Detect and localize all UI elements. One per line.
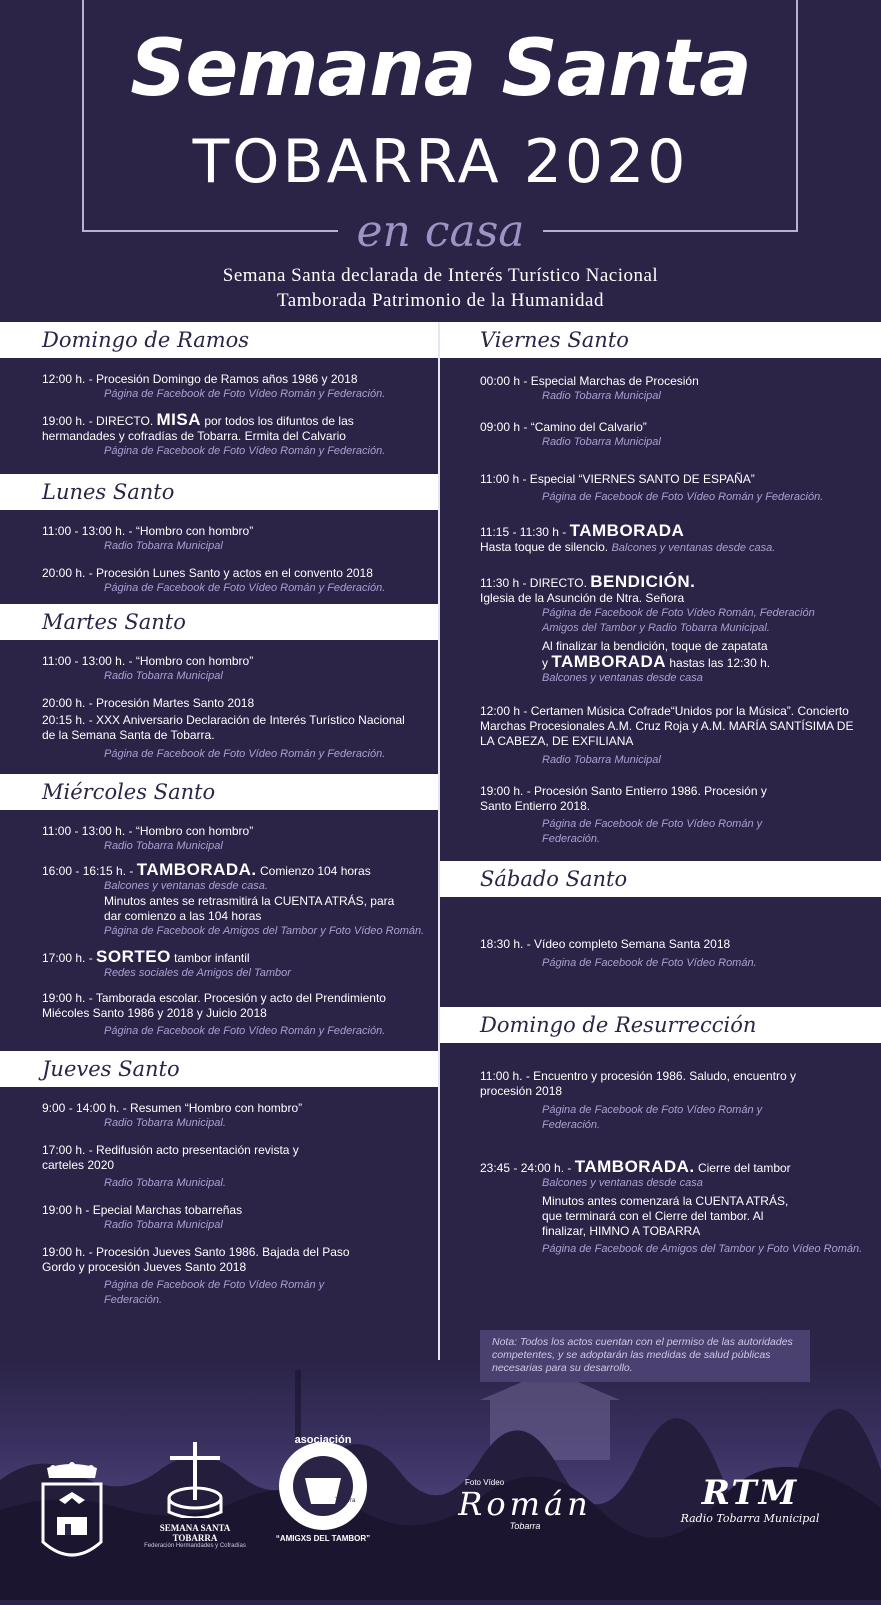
event-text: 12:00 h - Certamen Música Cofrade“Unidos por la Música”. Concierto Marchas Procesionales A.M. Cruz Roja y A.M. MARÍA SANTÍSIMA DE LA CABEZA, DE EXFILIANA <box>480 704 854 748</box>
event-source: Redes sociales de Amigos del Tambor <box>104 967 291 979</box>
event-item <box>0 713 412 762</box>
event-item <box>0 1245 372 1308</box>
title-line2: TOBARRA 2020 <box>192 127 689 197</box>
event-text: 19:00 h - Epecial Marchas tobarreñas <box>42 1203 243 1217</box>
day-heading-miercoles: Miércoles Santo <box>0 774 438 810</box>
event-source: Página de Facebook de Foto Vídeo Román, Federación Amigos del Tambor y Radio Tobarra Municipal. <box>542 607 815 634</box>
radio-tobarra-municipal-logo <box>665 1474 835 1525</box>
amigos-del-tambor-logo <box>275 1434 371 1543</box>
day-heading-martes: Martes Santo <box>0 604 438 640</box>
event-source: Radio Tobarra Municipal <box>542 436 661 448</box>
event-item <box>0 824 438 854</box>
en-casa-text: en casa <box>338 206 542 257</box>
day-heading-lunes: Lunes Santo <box>0 474 438 510</box>
town-coat-of-arms-logo <box>36 1462 108 1573</box>
event-source: Página de Facebook de Foto Vídeo Román y Federación. <box>104 388 386 400</box>
day-heading-jueves: Jueves Santo <box>0 1051 438 1087</box>
logo-label: Román <box>458 1485 592 1523</box>
event-source: Balcones y ventanas desde casa <box>542 1177 703 1189</box>
event-item <box>0 654 438 684</box>
event-text: 20:00 h. - Procesión Martes Santo 2018 <box>42 696 255 710</box>
event-text: 23:45 - 24:00 h. - TAMBORADA. Cierre del tambor <box>480 1157 791 1176</box>
event-text: 19:00 h. - Procesión Jueves Santo 1986. Bajada del Paso Gordo y procesión Jueves Santo 2018 <box>42 1245 350 1274</box>
highlight-text: MISA <box>156 410 201 429</box>
day-heading-resurreccion: Domingo de Resurrección <box>440 1007 881 1043</box>
event-source: Balcones y ventanas desde casa. <box>104 880 268 892</box>
logo-label: SEMANA SANTA TOBARRA <box>159 1523 231 1543</box>
event-item <box>440 472 881 505</box>
event-item <box>0 1203 438 1233</box>
foto-video-roman-logo <box>425 1478 625 1531</box>
event-text: 16:00 - 16:15 h. - TAMBORADA. Comienzo 104 horas <box>42 860 371 879</box>
highlight-text: TAMBORADA. <box>136 860 257 879</box>
event-text: 9:00 - 14:00 h. - Resumen “Hombro con hombro” <box>42 1101 303 1115</box>
event-item <box>440 704 855 768</box>
highlight-text: TAMBORADA <box>569 521 685 540</box>
event-text: 19:00 h. - DIRECTO. MISA por todos los difuntos de las hermandades y cofradías de Tobarra. Ermita del Calvario <box>42 410 354 443</box>
event-text: 09:00 h - “Camino del Calvario” <box>480 420 647 434</box>
event-item <box>0 412 412 459</box>
event-item <box>0 372 438 402</box>
event-item <box>0 1143 302 1191</box>
event-source: Radio Tobarra Municipal. <box>104 1177 226 1189</box>
event-extra: Al finalizar la bendición, toque de zapatata <box>542 639 768 653</box>
event-text: 18:30 h. - Vídeo completo Semana Santa 2018 <box>480 937 731 951</box>
event-text: Iglesia de la Asunción de Ntra. Señora <box>480 591 685 605</box>
event-source: Radio Tobarra Municipal <box>542 754 661 766</box>
event-text: 11:00 h. - Encuentro y procesión 1986. Saludo, encuentro y procesión 2018 <box>480 1069 796 1098</box>
event-source: Página de Facebook de Foto Vídeo Román y Federación. <box>104 582 386 594</box>
event-text: 11:00 - 13:00 h. - “Hombro con hombro” <box>42 524 254 538</box>
event-item <box>0 862 438 939</box>
event-source: Página de Facebook de Foto Vídeo Román y Federación. <box>104 748 386 760</box>
right-column <box>440 322 881 1257</box>
logo-side-label: Tobarra <box>335 1498 356 1504</box>
event-extra: Minutos antes se retrasmitirá la CUENTA ATRÁS, para dar comienzo a las 104 horas <box>104 894 395 923</box>
drum-cross-icon <box>150 1440 240 1518</box>
event-source: Balcones y ventanas desde casa <box>542 672 703 684</box>
event-item <box>0 566 438 596</box>
drum-circle-icon <box>275 1438 371 1534</box>
day-heading-sabado: Sábado Santo <box>440 861 881 897</box>
event-text: 11:00 - 13:00 h. - “Hombro con hombro” <box>42 824 254 838</box>
event-text: 19:00 h. - Procesión Santo Entierro 1986. Procesión y Santo Entierro 2018. <box>480 784 767 813</box>
event-text: 19:00 h. - Tamborada escolar. Procesión y acto del Prendimiento Miécoles Santo 1986 y 2018 y Juicio 2018 <box>42 991 386 1020</box>
event-source: Página de Facebook de Foto Vídeo Román y Federación. <box>542 818 763 845</box>
event-item <box>0 1101 438 1131</box>
event-text: 20:15 h. - XXX Aniversario Declaración de Interés Turístico Nacional de la Semana Santa de Tobarra. <box>42 713 405 742</box>
logo-sublabel: Tobarra <box>509 1521 541 1531</box>
event-source: Radio Tobarra Municipal <box>104 1219 223 1231</box>
event-text: Hasta toque de silencio. Balcones y ventanas desde casa. <box>480 540 776 554</box>
event-item <box>0 696 438 711</box>
logo-top-label: asociación <box>294 1434 352 1446</box>
event-item <box>0 949 438 981</box>
event-source: Página de Facebook de Foto Vídeo Román y Federación. <box>104 445 386 457</box>
highlight-text: BENDICIÓN. <box>590 572 696 591</box>
event-item <box>0 991 412 1039</box>
event-source: Página de Facebook de Foto Vídeo Román. <box>542 957 757 969</box>
event-text: 11:15 - 11:30 h - TAMBORADA <box>480 521 685 540</box>
event-item <box>440 1069 800 1133</box>
event-item <box>440 374 881 404</box>
event-item <box>440 784 800 847</box>
event-text: 11:00 h - Especial “VIERNES SANTO DE ESPAÑA” <box>480 472 755 486</box>
event-item <box>0 524 438 554</box>
event-source: Radio Tobarra Municipal. <box>104 1117 226 1129</box>
logo-top-label: Foto Vídeo <box>465 1478 505 1487</box>
event-text: 20:00 h. - Procesión Lunes Santo y actos en el convento 2018 <box>42 566 373 580</box>
event-item <box>440 420 881 450</box>
title-line1: Semana Santa <box>130 24 751 114</box>
event-item <box>440 523 881 556</box>
event-source: Radio Tobarra Municipal <box>104 540 223 552</box>
event-source: Página de Facebook de Foto Vídeo Román y Federación. <box>104 1025 386 1037</box>
event-source: Página de Facebook de Amigos del Tambor y Foto Vídeo Román. <box>104 925 425 937</box>
semana-santa-tobarra-logo <box>140 1440 250 1549</box>
event-source: Radio Tobarra Municipal <box>104 840 223 852</box>
day-heading-viernes: Viernes Santo <box>440 322 881 358</box>
highlight-text: TAMBORADA. <box>574 1157 695 1176</box>
event-source: Radio Tobarra Municipal <box>104 670 223 682</box>
title-line3 <box>0 206 881 257</box>
event-text: 17:00 h. - SORTEO tambor infantil <box>42 947 250 966</box>
event-text: 17:00 h. - Redifusión acto presentación revista y carteles 2020 <box>42 1143 299 1172</box>
highlight-text: TAMBORADA <box>551 652 667 671</box>
left-column <box>0 322 438 1308</box>
highlight-text: SORTEO <box>96 947 171 966</box>
event-item <box>440 937 881 971</box>
logo-sublabel: Federación Hermandades y Cofradías <box>144 1543 246 1549</box>
event-text: 11:00 - 13:00 h. - “Hombro con hombro” <box>42 654 254 668</box>
event-item <box>440 1159 881 1257</box>
subtitle-1: Semana Santa declarada de Interés Turístico Nacional <box>222 265 659 286</box>
event-extra: Minutos antes comenzará la CUENTA ATRÁS, que terminará con el Cierre del tambor. Al finalizar, HIMNO A TOBARRA <box>542 1194 789 1238</box>
day-heading-domingo-ramos: Domingo de Ramos <box>0 322 438 358</box>
event-item <box>440 574 881 686</box>
event-source: Balcones y ventanas desde casa. <box>611 542 776 554</box>
event-text: 11:30 h - DIRECTO. BENDICIÓN. <box>480 572 696 591</box>
event-source: Página de Facebook de Amigos del Tambor y Foto Vídeo Román. <box>542 1243 863 1255</box>
logo-bottom-label: “AMIGXS DEL TAMBOR” <box>275 1534 371 1543</box>
logo-sublabel: Radio Tobarra Municipal <box>680 1512 820 1525</box>
event-source: Página de Facebook de Foto Vídeo Román y Federación. <box>542 491 824 503</box>
coat-of-arms-icon <box>39 1462 105 1568</box>
subtitle-2: Tamborada Patrimonio de la Humanidad <box>277 290 604 311</box>
event-source: Página de Facebook de Foto Vídeo Román y Federación. <box>542 1104 763 1131</box>
event-extra: y TAMBORADA hastas las 12:30 h. <box>542 652 771 671</box>
event-source: Página de Facebook de Foto Vídeo Román y Federación. <box>104 1279 325 1306</box>
event-source: Radio Tobarra Municipal <box>542 390 661 402</box>
logo-label: RTM <box>701 1473 799 1513</box>
event-text: 00:00 h - Especial Marchas de Procesión <box>480 374 699 388</box>
note-box: Nota: Todos los actos cuentan con el permiso de las autoridades competentes, y se adoptarán las medidas de salud públicas necesarias para su desarrollo. <box>480 1330 810 1382</box>
event-text: 12:00 h. - Procesión Domingo de Ramos años 1986 y 2018 <box>42 372 358 386</box>
